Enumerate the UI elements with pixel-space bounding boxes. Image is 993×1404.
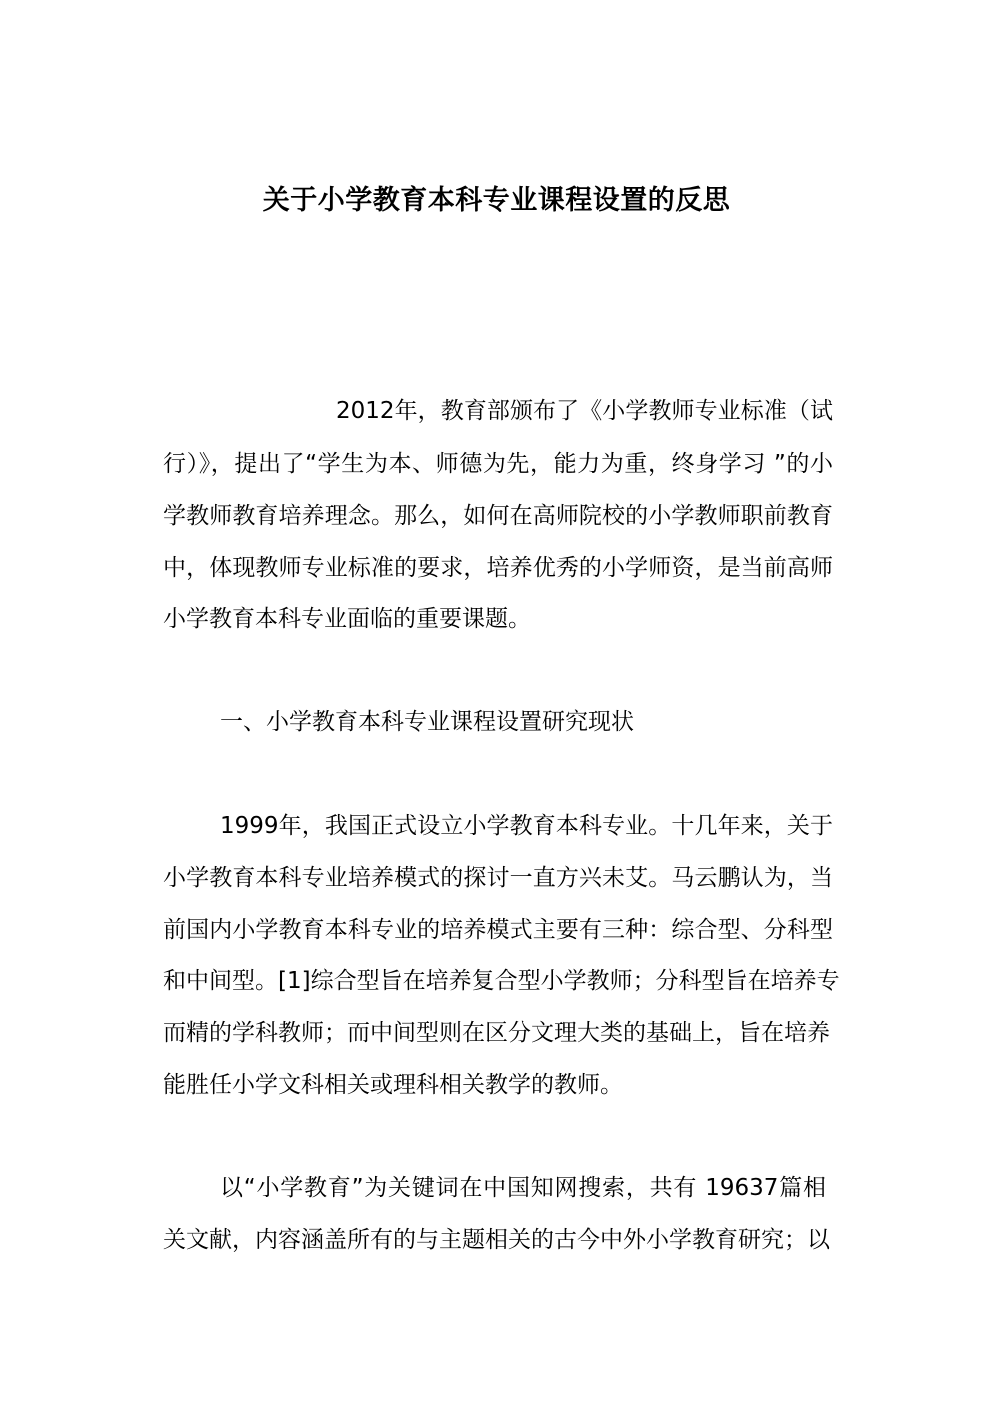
paragraph-1-line-1: 2012年，教育部颁布了《小学教师专业标准（试: [336, 398, 833, 424]
paragraph-1-line-2: 行）》，提出了“学生为本、师德为先，能力为重，终身学习 ”的小: [163, 451, 833, 477]
paragraph-1-line-4: 中，体现教师专业标准的要求，培养优秀的小学师资，是当前高师: [163, 555, 833, 581]
paragraph-2-line-4: 和中间型。[1]综合型旨在培养复合型小学教师；分科型旨在培养专: [163, 968, 840, 994]
section-heading-1: 一、小学教育本科专业课程设置研究现状: [220, 709, 634, 735]
document-title: 关于小学教育本科专业课程设置的反思: [262, 185, 731, 216]
paragraph-2-line-3: 前国内小学教育本科专业的培养模式主要有三种：综合型、分科型: [163, 917, 833, 943]
paragraph-1-line-3: 学教师教育培养理念。那么，如何在高师院校的小学教师职前教育: [163, 503, 833, 529]
paragraph-2-line-1: 1999年，我国正式设立小学教育本科专业。十几年来，关于: [220, 813, 833, 839]
paragraph-3-line-1: 以“小学教育”为关键词在中国知网搜索，共有 19637篇相: [220, 1175, 826, 1201]
paragraph-3-line-2: 关文献，内容涵盖所有的与主题相关的古今中外小学教育研究；以: [163, 1227, 830, 1253]
paragraph-1-line-5: 小学教育本科专业面临的重要课题。: [163, 606, 531, 632]
paragraph-2-line-2: 小学教育本科专业培养模式的探讨一直方兴未艾。马云鹏认为，当: [163, 865, 833, 891]
paragraph-2-line-6: 能胜任小学文科相关或理科相关教学的教师。: [163, 1072, 623, 1098]
paragraph-2-line-5: 而精的学科教师；而中间型则在区分文理大类的基础上，旨在培养: [163, 1020, 830, 1046]
